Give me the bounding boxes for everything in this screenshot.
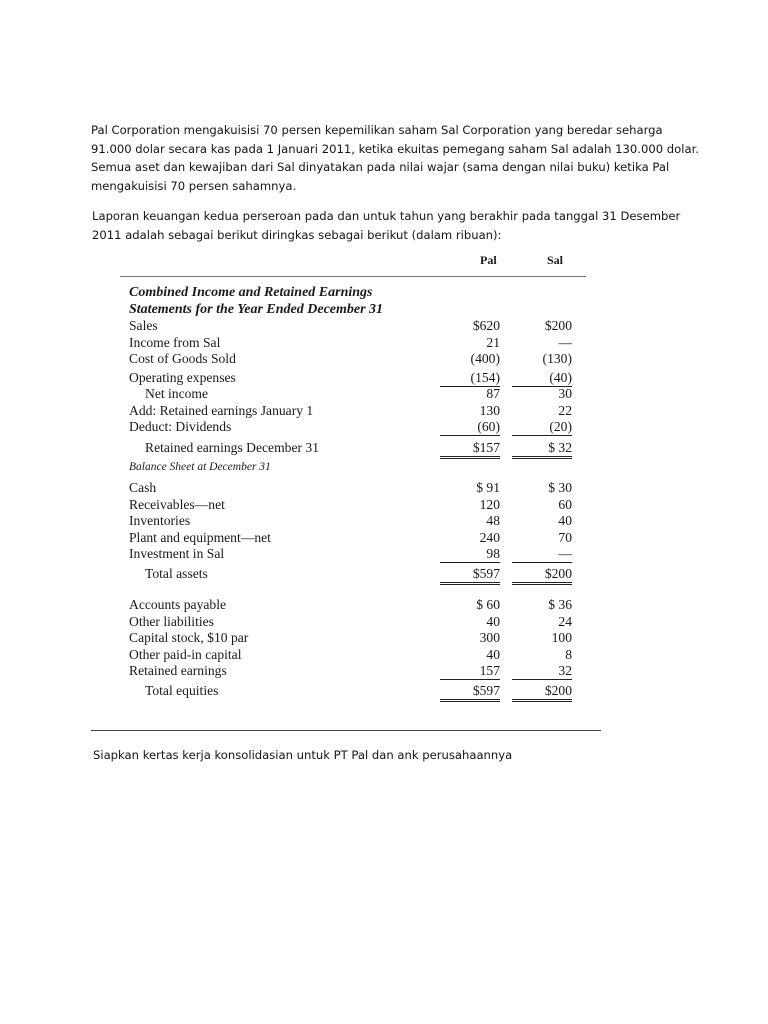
intro-line: mengakuisisi 70 persen sahamnya. [91, 178, 297, 193]
balance-sheet-title: Balance Sheet at December 31 [129, 461, 271, 473]
pal-value: $ 60 [476, 597, 500, 612]
pal-value: 157 [440, 663, 500, 680]
column-header-pal: Pal [480, 253, 497, 267]
table-row [120, 318, 590, 334]
sal-value: 22 [558, 403, 572, 418]
row-label: Other paid-in capital [129, 647, 242, 662]
closing-line: Siapkan kertas kerja konsolidasian untuk PT Pal dan ank perusahaannya [93, 748, 513, 762]
intro-paragraph [91, 121, 699, 195]
header-rule [120, 276, 586, 277]
table-row [120, 386, 590, 402]
income-statement-title-line-2: Statements for the Year Ended December 31 [129, 302, 384, 317]
section-divider [91, 730, 601, 731]
row-label: Sales [129, 318, 158, 333]
pal-value: 240 [479, 530, 500, 545]
row-label: Accounts payable [129, 597, 227, 612]
closing-instruction [93, 746, 683, 765]
column-header-sal: Sal [547, 253, 564, 267]
pal-value: 130 [479, 403, 500, 418]
pal-value: 120 [479, 497, 500, 512]
sal-value: (20) [512, 419, 572, 436]
sal-value: 24 [558, 614, 572, 629]
sal-value: (130) [542, 351, 572, 366]
table-row [120, 497, 590, 513]
table-row [120, 513, 590, 529]
table-row [120, 630, 590, 646]
table-row [120, 614, 590, 630]
row-label: Retained earnings December 31 [145, 440, 320, 455]
row-label: Investment in Sal [129, 546, 225, 561]
sal-value: 8 [565, 647, 572, 662]
row-label: Plant and equipment—net [129, 530, 271, 545]
pal-value: 40 [486, 647, 500, 662]
sal-value: 30 [558, 386, 572, 401]
task-line: Laporan keuangan kedua perseroan pada dan untuk tahun yang berakhir pada tanggal 31 Desember [92, 209, 681, 223]
table-row [120, 597, 590, 613]
pal-value: $620 [472, 318, 500, 333]
pal-value: 98 [440, 546, 500, 563]
sal-value: 40 [558, 513, 572, 528]
sal-value: 32 [512, 663, 572, 680]
sal-value: $200 [512, 566, 572, 585]
table-row [120, 647, 590, 663]
intro-line: Semua aset dan kewajiban dari Sal dinyatakan pada nilai wajar (sama dengan nilai buku) ketika Pal [91, 160, 670, 174]
sal-value: — [512, 546, 572, 563]
income-statement-title-line-1: Combined Income and Retained Earnings [129, 285, 373, 300]
row-label: Cost of Goods Sold [129, 351, 236, 366]
table-row [120, 683, 590, 699]
sal-value: 70 [558, 530, 572, 545]
sal-value: $200 [544, 318, 572, 333]
table-row [120, 370, 590, 386]
pal-value: 21 [486, 335, 500, 350]
pal-value: $ 91 [476, 480, 500, 495]
row-label: Total assets [145, 566, 208, 581]
pal-value: 300 [479, 630, 500, 645]
table-row [120, 480, 590, 496]
row-label: Other liabilities [129, 614, 214, 629]
row-label: Capital stock, $10 par [129, 630, 249, 645]
sal-value: 60 [558, 497, 572, 512]
pal-value: $157 [440, 440, 500, 459]
row-label: Deduct: Dividends [129, 419, 232, 434]
row-label: Add: Retained earnings January 1 [129, 403, 314, 418]
table-row [120, 351, 590, 367]
table-row [120, 566, 590, 582]
table-row [120, 663, 590, 679]
sal-value: 100 [551, 630, 572, 645]
sal-value: $200 [512, 683, 572, 702]
task-paragraph [92, 207, 682, 244]
row-label: Retained earnings [129, 663, 227, 678]
pal-value: 40 [486, 614, 500, 629]
row-label: Receivables—net [129, 497, 225, 512]
row-label: Net income [145, 386, 209, 401]
sal-value: $ 30 [548, 480, 572, 495]
pal-value: $597 [440, 566, 500, 585]
table-row [120, 403, 590, 419]
pal-value: 87 [486, 386, 500, 401]
table-row [120, 335, 590, 351]
pal-value: (154) [440, 370, 500, 387]
intro-line: Pal Corporation mengakuisisi 70 persen kepemilikan saham Sal Corporation yang beredar seharga [91, 123, 663, 137]
table-row [120, 546, 590, 562]
table-row [120, 440, 590, 456]
pal-value: (60) [440, 419, 500, 436]
sal-value: $ 32 [512, 440, 572, 459]
row-label: Operating expenses [129, 370, 236, 385]
row-label: Cash [129, 480, 157, 495]
sal-value: — [558, 335, 572, 350]
row-label: Inventories [129, 513, 191, 528]
table-row [120, 530, 590, 546]
pal-value: (400) [470, 351, 500, 366]
pal-value: $597 [440, 683, 500, 702]
row-label: Income from Sal [129, 335, 221, 350]
row-label: Total equities [145, 683, 219, 698]
sal-value: (40) [512, 370, 572, 387]
table-row [120, 419, 590, 435]
pal-value: 48 [486, 513, 500, 528]
sal-value: $ 36 [548, 597, 572, 612]
task-line: 2011 adalah sebagai berikut diringkas sebagai berikut (dalam ribuan): [92, 227, 502, 242]
intro-line: 91.000 dolar secara kas pada 1 Januari 2011, ketika ekuitas pemegang saham Sal adalah 130.000 dolar. [91, 141, 699, 156]
